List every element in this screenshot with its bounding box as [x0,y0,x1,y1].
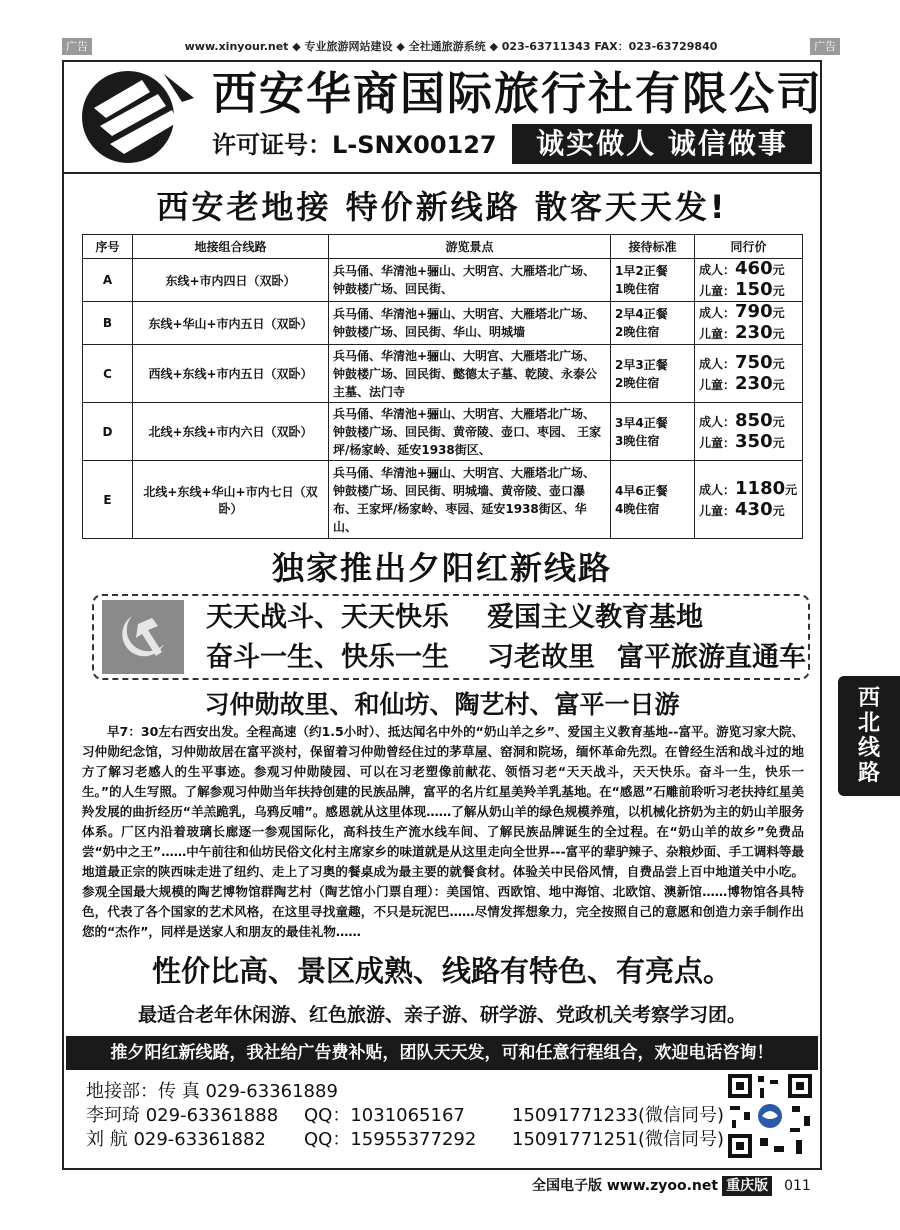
company-logo-icon [72,68,198,166]
standard-meals: 1早2正餐 [615,264,668,278]
route-code: D [83,403,133,461]
child-label: 儿童： [699,327,736,341]
selling-points: 性价比高、景区成熟、线路有特色、有亮点。 [151,954,732,988]
route-standard [611,302,695,345]
contact-2-mobile: 15091771251(微信同号) [512,1129,725,1150]
fax-line: 地接部：传 真 029-63361889 [86,1081,338,1102]
section-tab-northwest [838,676,900,796]
route-standard [611,461,695,539]
child-price: 150 [735,279,773,300]
col-header-spots: 游览景点 [329,235,611,259]
company-slogan: 诚实做人 诚信做事 [512,124,812,164]
adult-price: 790 [735,301,773,322]
route-name: 北线+东线+华山+市内七日（双卧） [133,461,329,539]
table-row [83,302,803,345]
standard-lodging: 3晚住宿 [615,433,660,448]
route-standard [611,403,695,461]
page-footer [532,1176,811,1196]
company-name: 西安华商国际旅行社有限公司 [212,67,824,120]
price-unit: 元 [772,377,785,392]
child-price: 230 [735,372,773,394]
contact-1-mobile: 15091771233(微信同号) [512,1105,725,1126]
party-emblem-icon [102,600,184,674]
price-unit: 元 [772,327,785,341]
highlight-shuttle: 富平旅游直通车 [617,642,806,673]
route-price [695,461,803,539]
route-standard [611,345,695,403]
route-price [695,302,803,345]
footer-label: 全国电子版 www.zyoo.net [532,1178,719,1194]
child-price: 350 [735,430,773,452]
route-name: 北线+东线+市内六日（双卧） [133,403,329,461]
standard-meals: 4早6正餐 [615,483,668,498]
price-unit: 元 [772,284,785,298]
contact-1-qq: QQ：1031065167 [304,1105,465,1126]
contact-info [86,1080,725,1152]
contact-1-phone: 李珂琦 029-63361888 [86,1105,279,1126]
qr-code-icon [726,1072,814,1160]
col-header-route: 地接组合线路 [133,235,329,259]
top-bar [62,38,840,56]
table-row [83,403,803,461]
highlight-line-1 [206,600,703,636]
standard-meals: 2早4正餐 [615,307,668,321]
highlight-base: 爱国主义教育基地 [487,602,703,633]
section-tab-label: 西北线路 [857,686,880,786]
day-trip-title: 习仲勋故里、和仙坊、陶艺村、富平一日游 [204,690,680,719]
adult-price: 750 [735,351,773,373]
route-code: C [83,345,133,403]
routes-table [82,234,803,539]
route-name: 东线+华山+市内五日（双卧） [133,302,329,345]
route-code: B [83,302,133,345]
price-unit: 元 [785,482,798,497]
contact-2-qq: QQ：15955377292 [304,1129,477,1150]
highlight-line-2 [206,640,806,676]
highlight-slogan-1: 天天战斗、天天快乐 [206,602,449,633]
standard-lodging: 2晚住宿 [615,375,660,390]
route-price [695,345,803,403]
sunset-route-title: 独家推出夕阳红新线路 [271,549,612,587]
price-unit: 元 [772,414,785,429]
standard-lodging: 1晚住宿 [615,282,660,296]
route-price [695,403,803,461]
price-unit: 元 [772,435,785,450]
route-standard [611,259,695,302]
col-header-standard: 接待标准 [611,235,695,259]
table-row [83,259,803,302]
standard-lodging: 2晚住宿 [615,325,660,339]
table-header-row [83,235,803,259]
col-header-code: 序号 [83,235,133,259]
suitable-groups: 最适合老年休闲游、红色旅游、亲子游、研学游、党政机关考察学习团。 [137,1004,746,1026]
child-price: 230 [735,322,773,343]
company-header [64,62,824,174]
route-spots: 兵马俑、华清池+骊山、大明宫、大雁塔北广场、钟鼓楼广场、回民街、懿德太子墓、乾陵、永泰公主墓、法门寺 [329,345,611,403]
edition-badge: 重庆版 [722,1176,772,1196]
table-row [83,345,803,403]
child-label: 儿童： [699,284,736,298]
route-name: 西线+东线+市内五日（双卧） [133,345,329,403]
route-name: 东线+市内四日（双卧） [133,259,329,302]
price-unit: 元 [772,356,785,371]
standard-meals: 2早3正餐 [615,357,668,372]
price-unit: 元 [772,263,785,277]
child-label: 儿童： [699,503,736,518]
adult-price: 850 [735,409,773,431]
adult-label: 成人： [699,482,736,497]
route-spots: 兵马俑、华清池+骊山、大明宫、大雁塔北广场、钟鼓楼广场、回民街、明城墙、黄帝陵、壶口瀑布、王家坪/杨家岭、枣园、延安1938街区、华山、 [329,461,611,539]
adult-label: 成人： [699,306,736,320]
license-number: 许可证号：L-SNX00127 [212,131,497,159]
adult-label: 成人： [699,414,736,429]
route-spots: 兵马俑、华清池+骊山、大明宫、大雁塔北广场、钟鼓楼广场、回民街、 [329,259,611,302]
day-trip-itinerary: 早7：30左右西安出发。全程高速（约1.5小时）、抵达闻名中外的“奶山羊之乡”、爱国主义教育基地--富平。游览习家大院、习仲勋纪念馆，习仲勋故居在富平淡村，保留着习仲勋曾经住过的茅草屋、窑洞和院场，缅怀革命先烈。在曾经生活和战斗过的地方了解习老感人的生平事迹。参观习仲勋陵园、可以在习老塑像前献花、领悟习老“天天战斗，天天快乐。奋斗一生，快乐一生。”的人生写照。了解参观习仲勋当年扶持创建的民族品牌，富平的名片红星美羚羊乳基地。在“感恩”石雕前聆听习老扶持红星美羚发展的曲折经历“羊羔跪乳，乌鸦反哺”。感恩就从这里体现……了解从奶山羊的绿色规模养殖，以机械化挤奶为主的奶山羊服务体系。厂区内沿着玻璃长廊逐一参观国际化，高科技生产流水线车间、了解民族品牌诞生的全过程。在“奶山羊的故乡”免费品尝“奶中之王”……中午前往和仙坊民俗文化村主席家乡的味道就是从这里走向全世界---富平的辈驴辣子、杂粮炒面、手工调料等最地道最正宗的陕西味走进了纽约、走上了习奥的餐桌成为最主要的就餐食材。体验关中民俗风情，自费品尝上百中地道关中小吃。参观全国最大规模的陶艺博物馆群陶艺村（陶艺馆小门票自理）：美国馆、西欧馆、地中海馆、北欧馆、澳新馆……博物馆各具特色，代表了各个国家的艺术风格，在这里寻找童趣，不只是玩泥巴……尽情发挥想象力，完全按照自己的意愿和创造力亲手制作出您的“杰作”，同样是送家人和朋友的最佳礼物…… [82,724,804,939]
standard-meals: 3早4正餐 [615,415,668,430]
child-label: 儿童： [699,377,736,392]
price-unit: 元 [772,503,785,518]
route-price [695,259,803,302]
price-unit: 元 [772,306,785,320]
table-row [83,461,803,539]
adult-label: 成人： [699,263,736,277]
route-spots: 兵马俑、华清池+骊山、大明宫、大雁塔北广场、钟鼓楼广场、回民街、黄帝陵、壶口、枣园、 王家坪/杨家岭、延安1938街区、 [329,403,611,461]
route-code: A [83,259,133,302]
adult-label: 成人： [699,356,736,371]
ad-tag-right: 广告 [810,38,840,55]
col-header-price: 同行价 [695,235,803,259]
highlight-hometown: 习老故里 [487,642,595,673]
promo-banner: 推夕阳红新线路，我社给广告费补贴，团队天天发，可和任意行程组合，欢迎电话咨询！ [66,1036,818,1070]
child-label: 儿童： [699,435,736,450]
ad-tag-left: 广告 [62,38,92,55]
route-spots: 兵马俑、华清池+骊山、大明宫、大雁塔北广场、钟鼓楼广场、回民街、华山、明城墙 [329,302,611,345]
highlight-slogan-2: 奋斗一生、快乐一生 [206,642,449,673]
contact-2-phone: 刘 航 029-63361882 [86,1129,266,1150]
adult-price: 460 [735,258,773,279]
route-code: E [83,461,133,539]
adult-price: 1180 [735,477,786,499]
headline: 西安老地接 特价新线路 散客天天发! [156,188,728,226]
child-price: 430 [735,498,773,520]
page-number: 011 [784,1178,811,1194]
advertisement-frame [62,60,822,1170]
top-bar-info: www.xinyour.net ◆ 专业旅游网站建设 ◆ 全社通旅游系统 ◆ 023-63711343 FAX：023-63729840 [184,40,718,53]
sunset-highlights [92,594,810,680]
standard-lodging: 4晚住宿 [615,501,660,516]
